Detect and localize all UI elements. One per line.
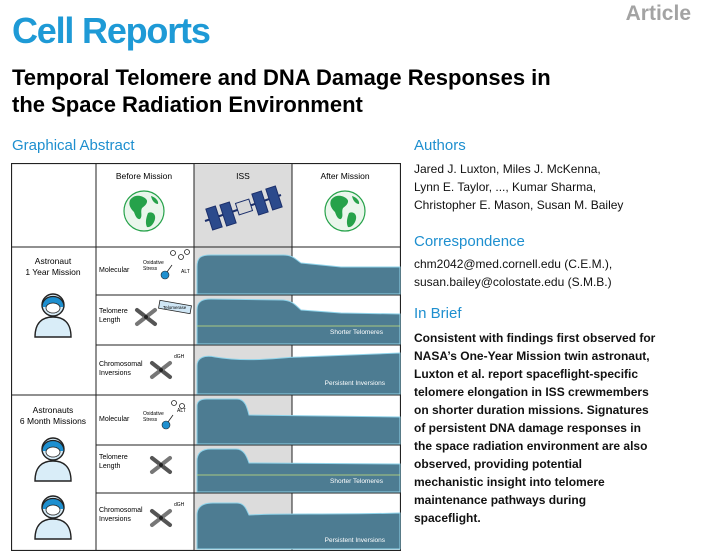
correspondence-line-1[interactable]: chm2042@med.cornell.edu (C.E.M.), bbox=[414, 257, 613, 271]
graphical-abstract-heading: Graphical Abstract bbox=[12, 137, 135, 154]
correspondence-emails[interactable] bbox=[414, 255, 699, 291]
correspondence-heading: Correspondence bbox=[414, 233, 525, 250]
in-brief-line: telomere elongation in ISS crewmembers bbox=[414, 385, 649, 399]
column-iss: ISS bbox=[236, 171, 250, 181]
journal-name: Cell Reports bbox=[12, 10, 210, 51]
telomerase-label: Telomerase bbox=[163, 305, 187, 310]
row-telomere-line-2: Length bbox=[99, 463, 121, 470]
dgh-label: dGH bbox=[174, 354, 185, 360]
curve-chromosomal-1y bbox=[197, 353, 400, 394]
earth-icon bbox=[325, 191, 365, 231]
shorter-telomeres-label: Shorter Telomeres bbox=[330, 329, 383, 336]
column-headers bbox=[116, 171, 370, 181]
group-label-line-1: Astronaut bbox=[34, 256, 72, 266]
row-chromosomal-line-2: Inversions bbox=[99, 516, 131, 523]
row-chromosomal-line-1: Chromosomal bbox=[99, 507, 143, 514]
authors-line-3: Christopher E. Mason, Susan M. Bailey bbox=[414, 198, 624, 212]
article-title bbox=[12, 64, 692, 118]
alt-label: ALT bbox=[181, 269, 190, 275]
in-brief-text bbox=[414, 329, 699, 527]
persistent-inversions-label: Persistent Inversions bbox=[324, 380, 385, 387]
oxidative-label-1: Oxidative bbox=[143, 260, 164, 266]
authors-line-2: Lynn E. Taylor, ..., Kumar Sharma, bbox=[414, 180, 597, 194]
persistent-inversions-label: Persistent Inversions bbox=[324, 537, 385, 544]
dgh-label: dGH bbox=[174, 502, 185, 508]
in-brief-line: mechanistic insight into telomere bbox=[414, 475, 605, 489]
graphical-abstract-figure bbox=[11, 163, 401, 551]
in-brief-heading: In Brief bbox=[414, 305, 462, 322]
article-type-label: Article bbox=[625, 2, 691, 25]
oxidative-label-2: Stress bbox=[143, 266, 158, 272]
alt-label: ALT bbox=[177, 408, 186, 414]
graphical-abstract-svg bbox=[11, 163, 401, 551]
row-chromosomal-line-2: Inversions bbox=[99, 370, 131, 377]
oxidative-label-2: Stress bbox=[143, 417, 158, 423]
row-molecular: Molecular bbox=[99, 267, 130, 274]
row-telomere-line-1: Telomere bbox=[99, 308, 128, 315]
shorter-telomeres-label: Shorter Telomeres bbox=[330, 478, 383, 485]
row-telomere-line-2: Length bbox=[99, 317, 121, 324]
title-line-1: Temporal Telomere and DNA Damage Responses in bbox=[12, 65, 551, 90]
authors-line-1: Jared J. Luxton, Miles J. McKenna, bbox=[414, 162, 601, 176]
group-label-line-1: Astronauts bbox=[32, 405, 74, 415]
in-brief-line: Luxton et al. report spaceflight-specific bbox=[414, 367, 639, 381]
oxidative-label-1: Oxidative bbox=[143, 411, 164, 417]
in-brief-line: spaceflight. bbox=[414, 511, 481, 525]
group-label-line-2: 1 Year Mission bbox=[25, 267, 81, 277]
group-label-line-2: 6 Month Missions bbox=[19, 416, 87, 426]
row-telomere-line-1: Telomere bbox=[99, 454, 128, 461]
authors-list bbox=[414, 160, 699, 214]
in-brief-line: observed, providing potential bbox=[414, 457, 583, 471]
title-line-2: the Space Radiation Environment bbox=[12, 92, 363, 117]
in-brief-line: Consistent with findings first observed for bbox=[414, 331, 656, 345]
authors-heading: Authors bbox=[414, 137, 466, 154]
row-chromosomal-line-1: Chromosomal bbox=[99, 361, 143, 368]
correspondence-line-2[interactable]: susan.bailey@colostate.edu (S.M.B.) bbox=[414, 275, 612, 289]
in-brief-line: NASA’s One-Year Mission twin astronaut, bbox=[414, 349, 650, 363]
earth-icon bbox=[124, 191, 164, 231]
in-brief-line: of persistent DNA damage responses in bbox=[414, 421, 641, 435]
column-after-mission: After Mission bbox=[320, 171, 370, 181]
in-brief-line: on shorter duration missions. Signatures bbox=[414, 403, 649, 417]
in-brief-line: the space radiation environment are also bbox=[414, 439, 648, 453]
row-molecular: Molecular bbox=[99, 416, 130, 423]
in-brief-line: maintenance pathways during bbox=[414, 493, 587, 507]
column-before-mission: Before Mission bbox=[115, 171, 173, 181]
